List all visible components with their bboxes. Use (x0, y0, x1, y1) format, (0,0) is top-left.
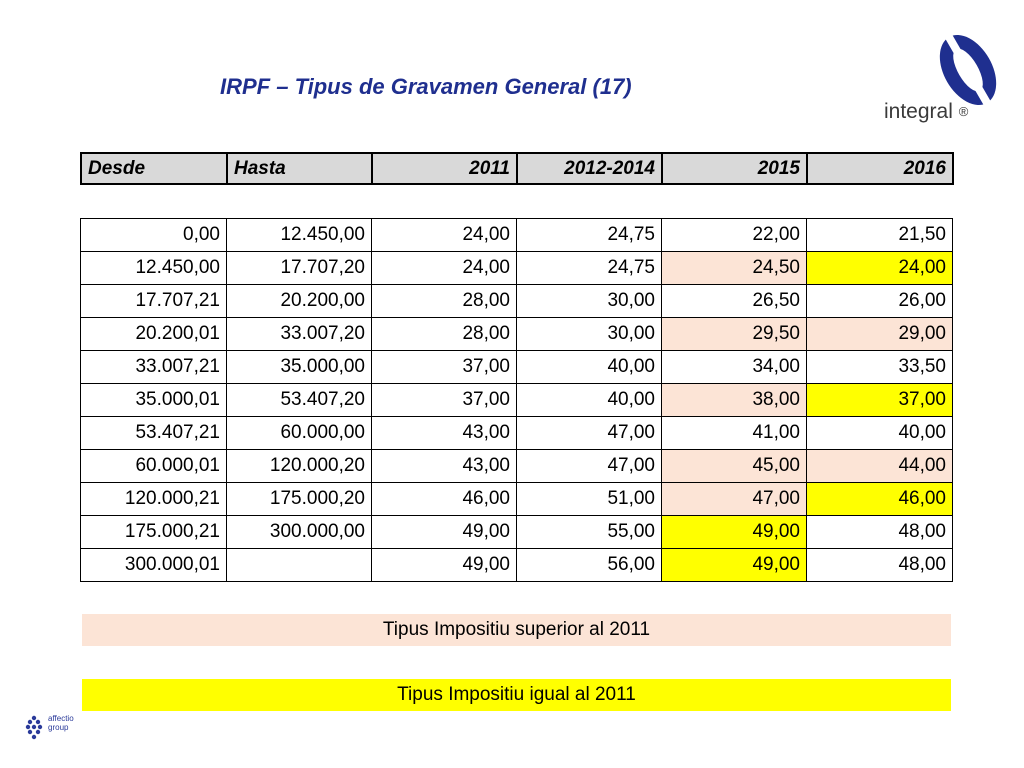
cell-desde: 20.200,01 (81, 318, 227, 351)
column-header-desde: Desde (81, 153, 227, 184)
cell-2015: 45,00 (662, 450, 807, 483)
cell-2015: 29,50 (662, 318, 807, 351)
cell-hasta (227, 549, 372, 582)
column-header-2016: 2016 (807, 153, 953, 184)
cell-desde: 53.407,21 (81, 417, 227, 450)
cell-2015: 49,00 (662, 549, 807, 582)
cell-2012-2014: 47,00 (517, 450, 662, 483)
cell-2012-2014: 40,00 (517, 384, 662, 417)
cell-hasta: 20.200,00 (227, 285, 372, 318)
cell-2012-2014: 24,75 (517, 219, 662, 252)
cell-desde: 0,00 (81, 219, 227, 252)
cell-hasta: 60.000,00 (227, 417, 372, 450)
tax-rate-table (80, 218, 953, 582)
cell-2011: 49,00 (372, 549, 517, 582)
cell-2015: 49,00 (662, 516, 807, 549)
cell-2015: 24,50 (662, 252, 807, 285)
cell-2012-2014: 51,00 (517, 483, 662, 516)
affectio-logo-text (48, 714, 74, 732)
cell-2011: 37,00 (372, 351, 517, 384)
cell-desde: 175.000,21 (81, 516, 227, 549)
cell-desde: 17.707,21 (81, 285, 227, 318)
cell-2015: 38,00 (662, 384, 807, 417)
legend-igual: Tipus Impositiu igual al 2011 (82, 679, 951, 711)
cell-2011: 28,00 (372, 318, 517, 351)
cell-2016: 21,50 (807, 219, 953, 252)
cell-2016: 48,00 (807, 516, 953, 549)
affectio-line2: group (48, 723, 69, 732)
cell-2015: 26,50 (662, 285, 807, 318)
table-row (81, 417, 953, 450)
cell-desde: 120.000,21 (81, 483, 227, 516)
cell-hasta: 120.000,20 (227, 450, 372, 483)
cell-2011: 37,00 (372, 384, 517, 417)
column-header-2011: 2011 (372, 153, 517, 184)
header-row (81, 153, 953, 184)
header-table (80, 152, 954, 185)
integral-logo-icon (928, 30, 1008, 110)
table-row (81, 516, 953, 549)
integral-logo-text (884, 100, 968, 124)
cell-2011: 46,00 (372, 483, 517, 516)
cell-2012-2014: 30,00 (517, 285, 662, 318)
cell-2012-2014: 30,00 (517, 318, 662, 351)
table-row (81, 318, 953, 351)
cell-2016: 44,00 (807, 450, 953, 483)
logo-registered: ® (958, 104, 969, 119)
cell-desde: 60.000,01 (81, 450, 227, 483)
cell-hasta: 53.407,20 (227, 384, 372, 417)
cell-2011: 49,00 (372, 516, 517, 549)
cell-2012-2014: 47,00 (517, 417, 662, 450)
table-row (81, 252, 953, 285)
legend-superior: Tipus Impositiu superior al 2011 (82, 614, 951, 646)
cell-hasta: 175.000,20 (227, 483, 372, 516)
cell-2016: 33,50 (807, 351, 953, 384)
cell-2016: 48,00 (807, 549, 953, 582)
table-row (81, 219, 953, 252)
cell-2016: 40,00 (807, 417, 953, 450)
cell-2012-2014: 56,00 (517, 549, 662, 582)
cell-2012-2014: 24,75 (517, 252, 662, 285)
column-header-hasta: Hasta (227, 153, 372, 184)
cell-hasta: 12.450,00 (227, 219, 372, 252)
cell-hasta: 33.007,20 (227, 318, 372, 351)
table-row (81, 351, 953, 384)
cell-2012-2014: 55,00 (517, 516, 662, 549)
cell-desde: 300.000,01 (81, 549, 227, 582)
cell-2016: 46,00 (807, 483, 953, 516)
cell-2011: 43,00 (372, 450, 517, 483)
cell-2011: 24,00 (372, 219, 517, 252)
cell-2016: 26,00 (807, 285, 953, 318)
page-title: IRPF – Tipus de Gravamen General (17) (220, 74, 632, 99)
table-row (81, 549, 953, 582)
cell-hasta: 300.000,00 (227, 516, 372, 549)
table-row (81, 450, 953, 483)
cell-hasta: 35.000,00 (227, 351, 372, 384)
cell-2016: 29,00 (807, 318, 953, 351)
cell-2011: 43,00 (372, 417, 517, 450)
cell-2015: 47,00 (662, 483, 807, 516)
cell-2012-2014: 40,00 (517, 351, 662, 384)
cell-desde: 35.000,01 (81, 384, 227, 417)
cell-desde: 33.007,21 (81, 351, 227, 384)
cell-hasta: 17.707,20 (227, 252, 372, 285)
column-header-2015: 2015 (662, 153, 807, 184)
cell-2011: 24,00 (372, 252, 517, 285)
column-header-2012-2014: 2012-2014 (517, 153, 662, 184)
table-row (81, 384, 953, 417)
cell-2016: 37,00 (807, 384, 953, 417)
table-row (81, 285, 953, 318)
cell-2015: 22,00 (662, 219, 807, 252)
affectio-line1: affectio (48, 714, 74, 723)
cell-2015: 41,00 (662, 417, 807, 450)
logo-name: integral (884, 100, 953, 123)
cell-2015: 34,00 (662, 351, 807, 384)
cell-desde: 12.450,00 (81, 252, 227, 285)
cell-2011: 28,00 (372, 285, 517, 318)
table-row (81, 483, 953, 516)
cell-2016: 24,00 (807, 252, 953, 285)
